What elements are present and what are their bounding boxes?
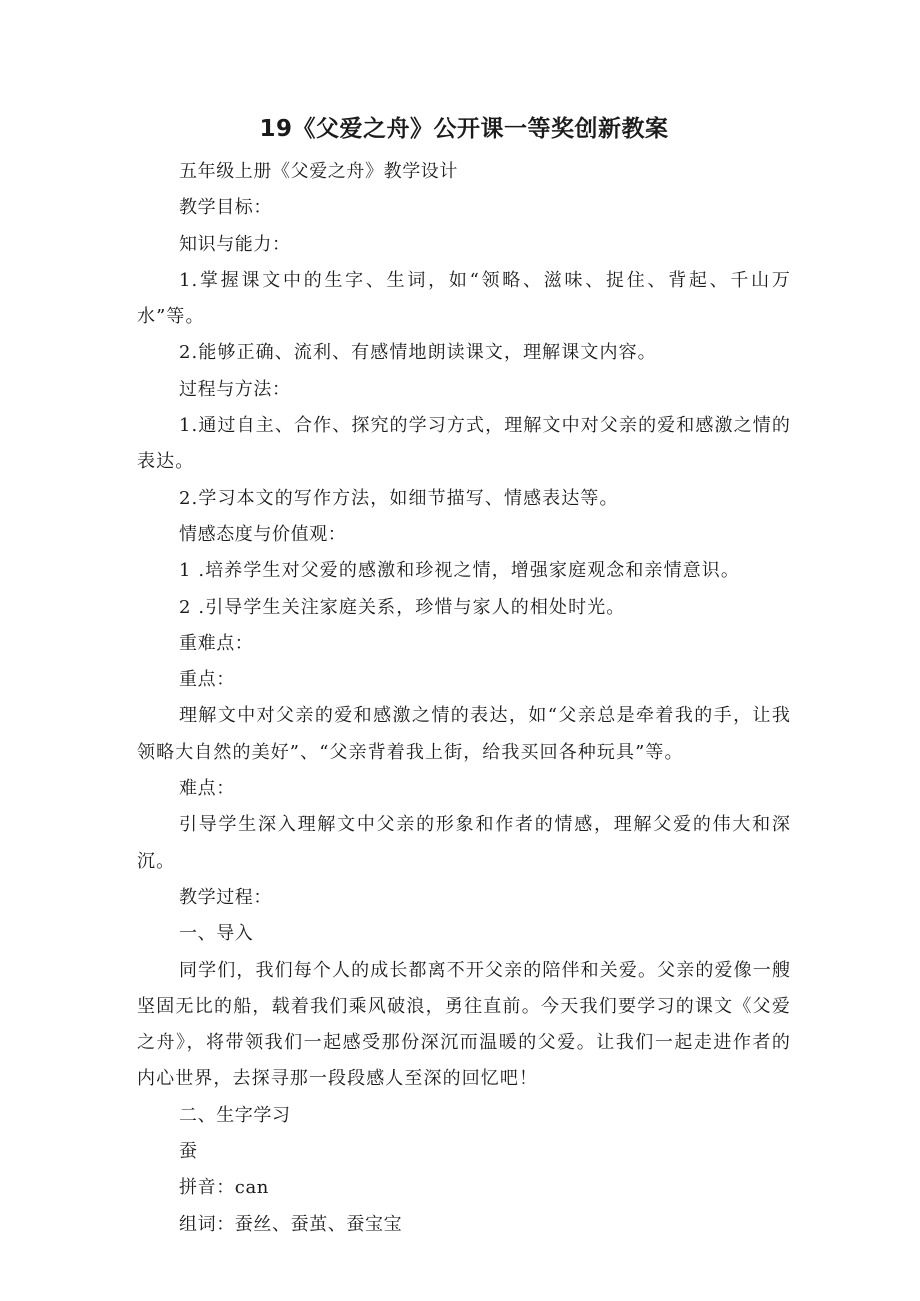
process-section-heading: 教学过程： [179,886,272,908]
character: 蚕 [179,1141,198,1163]
process-item-2: 2.学习本文的写作方法，如细节描写、情感表达等。 [179,487,619,509]
emotion-item-1: 1 .培养学生对父爱的感激和珍视之情，增强家庭观念和亲情意识。 [179,560,740,582]
knowledge-item-1: 1.掌握课文中的生字、生词，如“领略、滋味、捉住、背起、千山万水”等。 [137,269,791,328]
difficult-heading: 难点： [179,778,235,800]
step1-heading: 一、导入 [179,923,254,945]
words: 组词：蚕丝、蚕茧、蚕宝宝 [179,1213,403,1235]
key-difficult-heading: 重难点： [179,632,254,654]
process-heading: 过程与方法： [179,378,291,400]
knowledge-heading: 知识与能力： [179,233,291,255]
step2-heading: 二、生字学习 [179,1104,291,1126]
difficult-text: 引导学生深入理解文中父亲的形象和作者的情感，理解父爱的伟大和深沉。 [137,814,791,872]
emotion-item-2: 2 .引导学生关注家庭关系，珍惜与家人的相处时光。 [179,596,626,618]
step1-text: 同学们，我们每个人的成长都离不开父亲的陪伴和关爱。父亲的爱像一艘坚固无比的船，载着我们乘风破浪，勇往直前。今天我们要学习的课文《父爱之舟》，将带领我们一起感受那份深沉而温暖的父爱。让我们一起走进作者的内心世界，去探寻那一段段感人至深的回忆吧！ [137,959,791,1090]
key-heading: 重点： [179,669,235,691]
emotion-heading: 情感态度与价值观： [179,523,347,545]
objectives-heading: 教学目标： [179,197,272,219]
knowledge-item-2: 2.能够正确、流利、有感情地朗读课文，理解课文内容。 [179,342,657,364]
pinyin: 拼音：can [179,1177,270,1199]
key-text: 理解文中对父亲的爱和感激之情的表达，如“父亲总是牵着我的手，让我领略大自然的美好”、“父亲背着我上街，给我买回各种玩具”等。 [137,705,791,763]
document-page [137,112,791,1243]
subtitle: 五年级上册《父爱之舟》教学设计 [179,161,458,182]
process-item-1: 1.通过自主、合作、探究的学习方式，理解文中对父亲的爱和感激之情的表达。 [137,415,791,473]
document-title: 19《父爱之舟》公开课一等奖创新教案 [259,116,669,142]
